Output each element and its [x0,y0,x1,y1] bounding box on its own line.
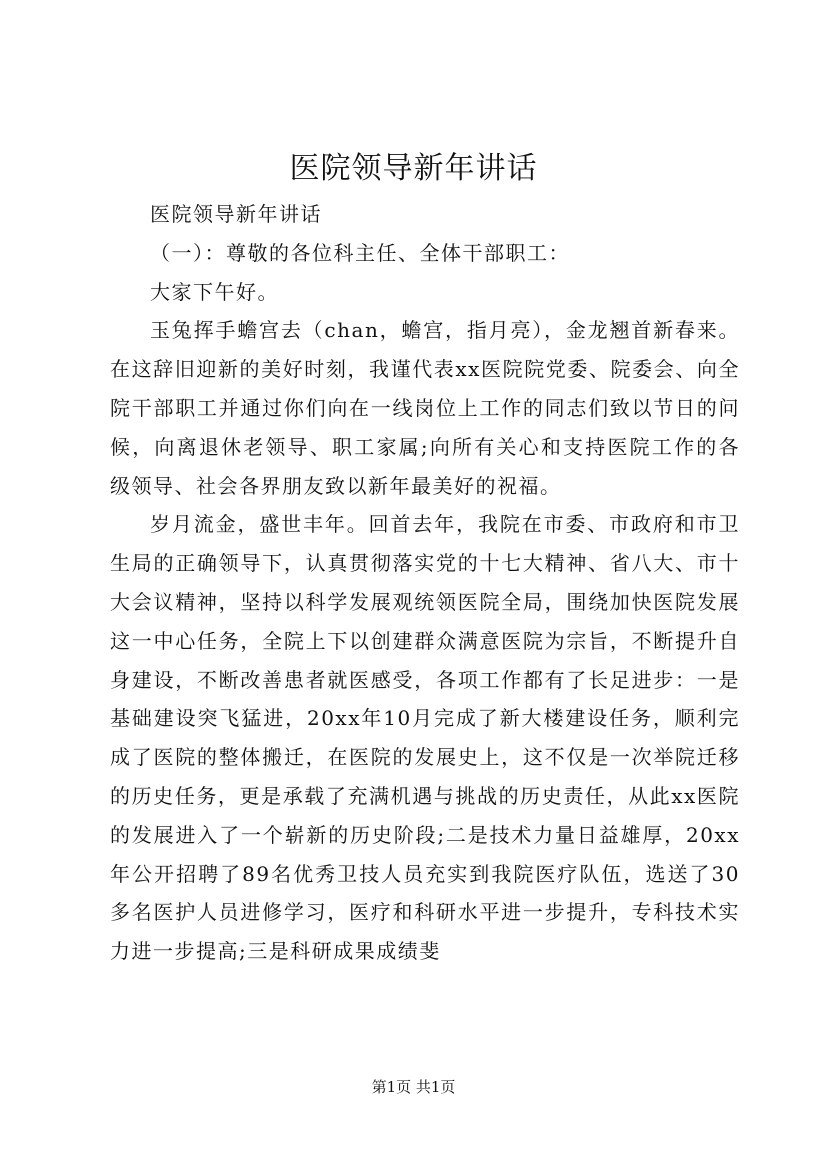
paragraph-year-review: 岁月流金，盛世丰年。回首去年，我院在市委、市政府和市卫生局的正确领导下，认真贯彻落实党的十七大精神、省八大、市十大会议精神，坚持以科学发展观统领医院全局，围绕加快医院发展这一中心任务，全院上下以创建群众满意医院为宗旨，不断提升自身建设，不断改善患者就医感受，各项工作都有了长足进步：一是基础建设突飞猛进，20xx年10月完成了新大楼建设任务，顺利完成了医院的整体搬迁，在医院的发展史上，这不仅是一次举院迁移的历史任务，更是承载了充满机遇与挑战的历史责任，从此xx医院的发展进入了一个崭新的历史阶段;二是技术力量日益雄厚，20xx年公开招聘了89名优秀卫技人员充实到我院医疗队伍，选送了30多名医护人员进修学习，医疗和科研水平进一步提升，专科技术实力进一步提高;三是科研成果成绩斐 [110,512,740,964]
paragraph-new-year-wishes: 玉兔挥手蟾宫去（chan，蟾宫，指月亮），金龙翘首新春来。在这辞旧迎新的美好时刻，我谨代表xx医院院党委、院委会、向全院干部职工并通过你们向在一线岗位上工作的同志们致以节日的问候，向离退休老领导、职工家属;向所有关心和支持医院工作的各级领导、社会各界朋友致以新年最美好的祝福。 [110,318,740,498]
paragraph-salutation: （一）：尊敬的各位科主任、全体干部职工： [150,240,570,265]
document-title: 医院领导新年讲话 [289,151,538,186]
paragraph-greeting: 大家下午好。 [150,279,279,304]
paragraph-subtitle: 医院领导新年讲话 [150,202,322,226]
document-body [110,195,740,971]
page-number-footer: 第1页 共1页 [371,1078,456,1096]
